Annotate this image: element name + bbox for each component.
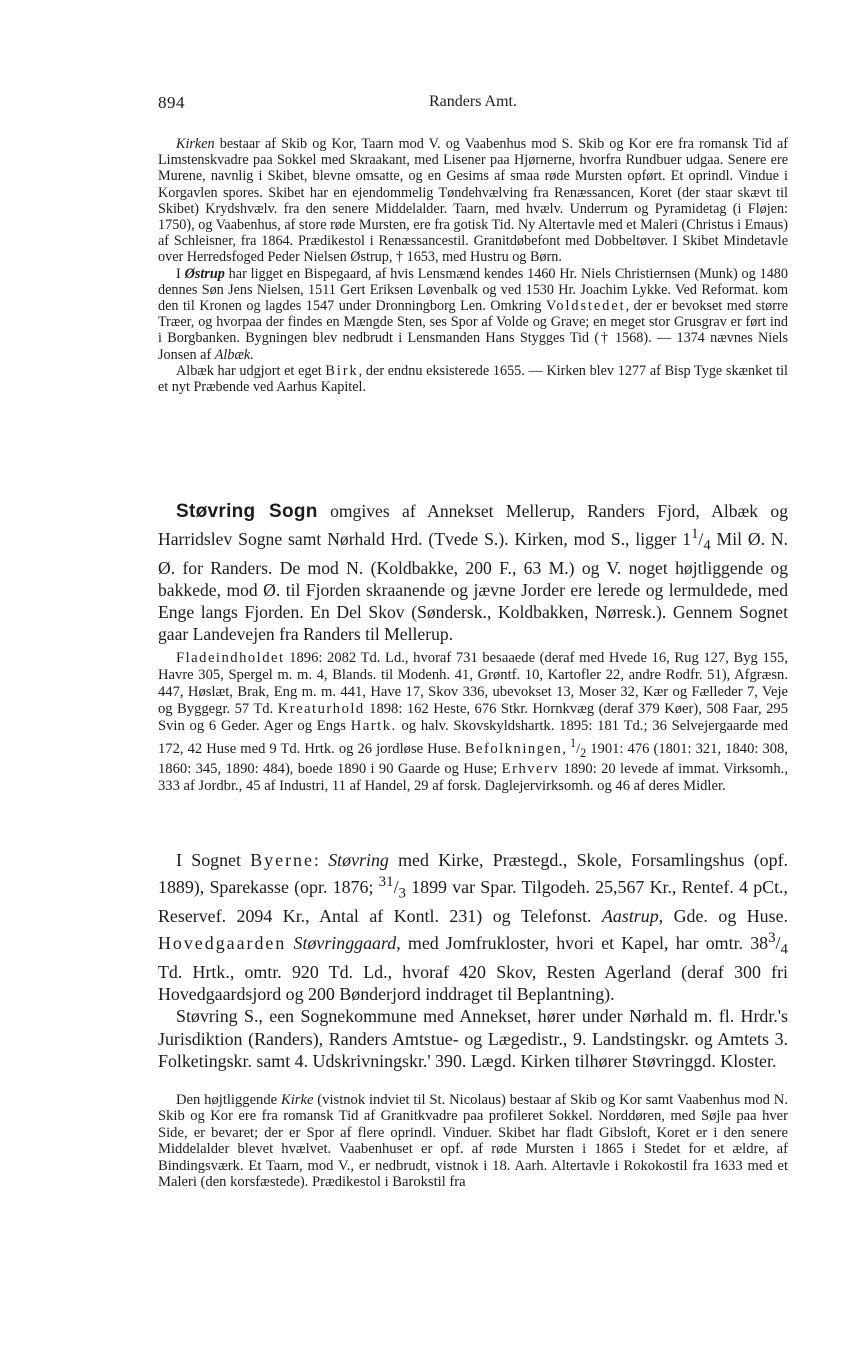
running-title: Randers Amt. xyxy=(429,93,517,110)
albaek-paragraph: Albæk har udgjort et eget Birk, der endnu eksisterede 1655. — Kirken blev 1277 af Bisp Tyge skænket til et nyt Præbende ved Aarhus Kapitel. xyxy=(158,362,788,396)
church-paragraph xyxy=(158,1092,788,1190)
ostrup-paragraph: I Østrup har ligget en Bispegaard, af hvis Lensmænd kendes 1460 Hr. Niels Christiernsen (Munk) og 1480 dennes Søn Jens Nielsen, 1511 Gert Eriksen Løvenbalk og ved 1530 Hr. Joachim Lykke. Ved Reformat. kom den til Kronen og lagdes 1547 under Dronningborg Len. Omkring Voldstedet, der er bevokset med større Træer, og hvorpaa der findes en Mængde Sten, ses Spor af Volde og Grave; en meget stor Grusgrav er ført ind i Borgbanken. Bygningen blev nedbrudt i Lensmanden Hans Stygges Tid († 1568). — 1374 nævnes Niels Jonsen af Albæk. xyxy=(158,265,788,363)
page-number: 894 xyxy=(158,93,185,112)
kirken-section xyxy=(158,136,788,395)
statistics-text: Fladeindholdet 1896: 2082 Td. Ld., hvoraf 731 besaaede (deraf med Hvede 16, Rug 127, Byg 155, Havre 305, Spergel m. m. 4, Blands. til Modenh. 41, Grøntf. 10, Kartofler 22, andre Rodfr. 51), Afgræsn. 447, Høslæt, Brak, Eng m. m. 441, Have 17, Skov 336, ubevokset 13, Moser 32, Kær og Fælleder 7, Veje og Byggegr. 57 Td. Kreaturhold 1898: 162 Heste, 676 Stkr. Hornkvæg (deraf 379 Køer), 508 Faar, 295 Svin og 6 Geder. Ager og Engs Hartk. og halv. Skovskyldshartk. 1895: 181 Td.; 36 Selvejergaarde med 172, 42 Huse med 9 Td. Hrtk. og 26 jordløse Huse. Befolkningen, $^1/_2$ 1901: 476 (1801: 321, 1840: 308, 1860: 345, 1890: 484), boede 1890 i 90 Gaarde og Huse; Erhverv 1890: 20 levede af immat. Virksomh., 333 af Jordbr., 45 af Industri, 11 af Handel, 29 af forsk. Daglejervirksomh. og 46 af deres Midler. xyxy=(158,650,789,795)
section-intro: omgives af Annekset Mellerup, Randers Fjord, Albæk og Harridslev Sogne samt Nørhald Hrd. (Tvede S.). Kirken, mod S., ligger $1^1/_4$ Mil Ø. N. Ø. for Randers. De mod N. (Koldbakke, 200 F., 63 M.) og V. noget højtliggende og bakkede, mod Ø. til Fjorden skraanende og jævne Jorder ere lerede og lermuldede, med Enge langs Fjorden. En Del Skov (Søndersk., Koldbakken, Nørresk.). Gennem Sognet gaar Landevejen fra Randers til Mellerup. xyxy=(158,501,788,645)
stovring-intro-paragraph xyxy=(158,500,788,646)
byer-paragraph: I Sognet Byerne: Støvring med Kirke, Præstegd., Skole, Forsamlingshus (opf. 1889), Sparekasse (opr. 1876; $^{31}/_3$ 1899 var Spar. Tilgodeh. 25,567 Kr., Rentef. 4 pCt., Reservef. 2094 Kr., Antal af Kontl. 231) og Telefonst. Aastrup, Gde. og Huse. Hovedgaarden Støvringgaard, med Jomfrukloster, hvori et Kapel, har omtr. $38^3/_4$ Td. Hrtk., omtr. 920 Td. Ld., hvoraf 420 Skov, Resten Agerland (deraf 300 fri Hovedgaardsjord og 200 Bønderjord inddraget til Beplantning). xyxy=(158,850,788,1005)
stovring-sogn-section xyxy=(158,500,788,646)
kommune-paragraph: Støvring S., een Sognekommune med Annekset, hører under Nørhald m. fl. Hrdr.'s Jurisdiktion (Randers), Randers Amtstue- og Lægedistr., 9. Landstingskr. og Amtets 3. Folketingskr. samt 4. Udskrivningskr.' 390. Lægd. Kirken tilhører Støvringgd. Kloster. xyxy=(158,1006,788,1071)
statistics-paragraph xyxy=(158,650,788,795)
page-header xyxy=(158,93,788,115)
byer-section xyxy=(158,849,788,1072)
section-heading: Støvring Sogn xyxy=(176,501,318,522)
kirken-paragraph: Kirken bestaar af Skib og Kor, Taarn mod V. og Vaabenhus mod S. Skib og Kor ere fra romansk Tid af Limstenskvadre paa Sokkel med Skraakant, med Lisener paa Hjørnerne, hvorfra Rundbuer udgaa. Senere ere Murene, navnlig i Skibet, blevne omsatte, og en Gesims af smaa røde Mursten opført. Et oprindl. Vindue i Korgavlen spores. Skibet har en ejendommelig Tøndehvælving fra Renæssancen, Koret (der staar skævt til Skibet) Krydshvælv. fra den senere Middelalder. Taarn, med hvælv. Underrum og Pyramidetag (i Fløjen: 1750), og Vaabenhus, af store røde Mursten, ere fra gotisk Tid. Ny Altertavle med et Maleri (Christus i Emaus) af Schleisner, fra 1864. Prædikestol i Renæssancestil. Granitdøbefont med Dobbeltøver. I Skibet Mindetavle over Herredsfoged Peder Nielsen Østrup, † 1653, med Hustru og Børn. xyxy=(158,136,788,266)
church-text: Den højtliggende Kirke (vistnok indviet til St. Nicolaus) bestaar af Skib og Kor samt Vaabenhus mod N. Skib og Kor ere fra romansk Tid af Granitkvadre paa profileret Sokkel. Norddøren, med Søjle paa hver Side, er bevaret; der er Spor af flere oprindl. Vinduer. Skibet har fladt Gibsloft, Koret er i den senere Middelalder blevet hvælvet. Vaabenhuset er opf. af røde Mursten i 1865 i Stedet for et ældre, af Bindingsværk. Et Taarn, mod V., er nedbrudt, vistnok i 18. Aarh. Altertavle i Rokokostil fra 1633 med et Maleri (den korsfæstede). Prædikestol i Barokstil fra xyxy=(158,1092,788,1191)
